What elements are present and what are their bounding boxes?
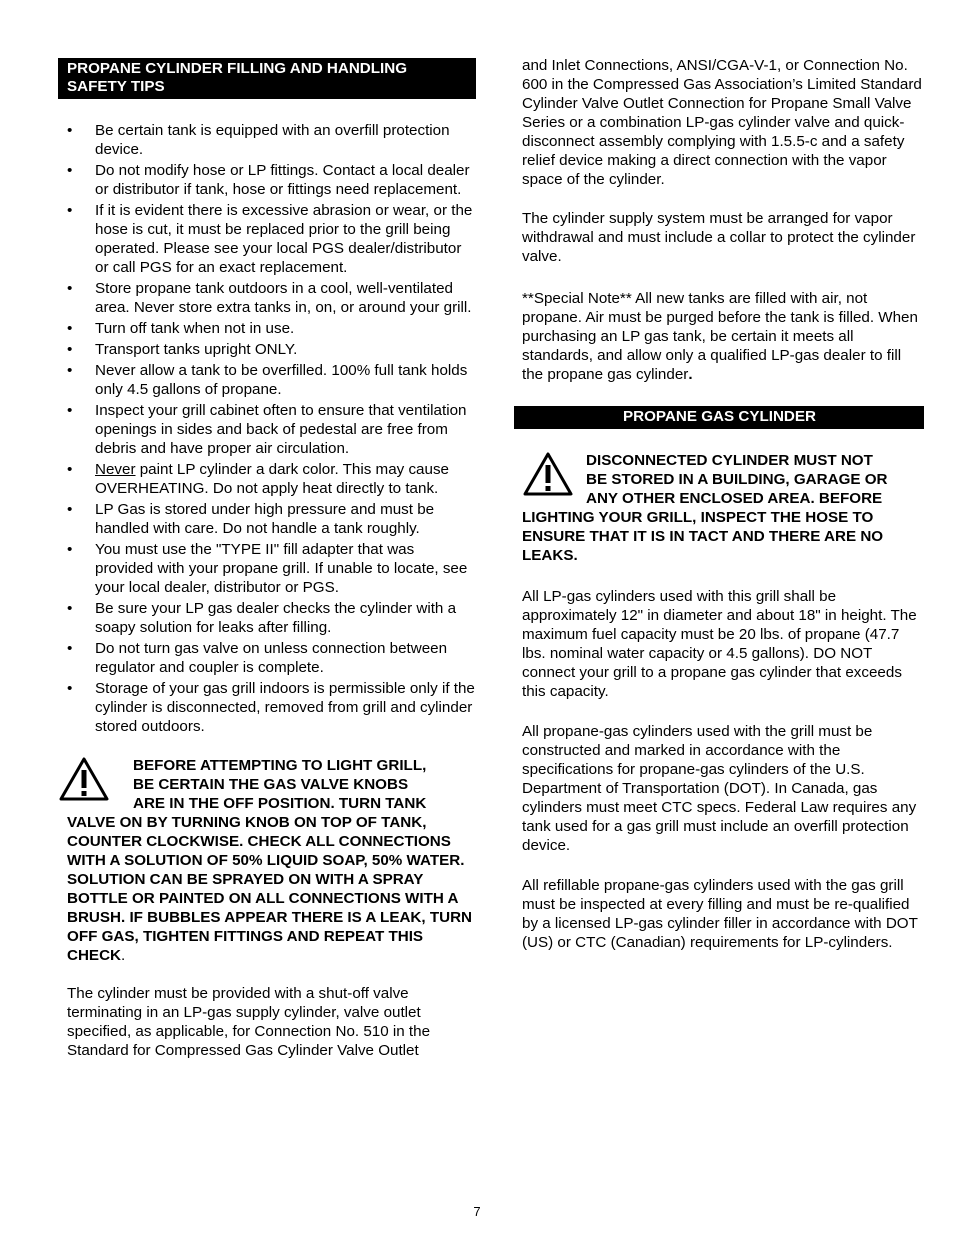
cylinder-size-paragraph: All LP-gas cylinders used with this grill shall be approximately 12" in diameter and about 18" in height. The maximum fuel capacity must be 20 lbs. of propane (47.7 lbs. nominal water capacity or 4.5 gallons). DO NOT connect your grill to a propane gas cylinder that exceeds this capacity. bbox=[522, 588, 917, 700]
safety-tips-list bbox=[58, 121, 476, 736]
storage-warning-body: LIGHTING YOUR GRILL, INSPECT THE HOSE TO ENSURE THAT IT IS IN TACT AND THERE ARE NO LEAKS. bbox=[522, 509, 884, 564]
storage-warning-line-3: ANY OTHER ENCLOSED AREA. BEFORE bbox=[586, 490, 883, 507]
safety-tip-text: You must use the "TYPE II" fill adapter that was provided with your propane grill. If unable to locate, see your local dealer, distributor or PGS. bbox=[95, 541, 468, 596]
warning-body: VALVE ON BY TURNING KNOB ON TOP OF TANK, COUNTER CLOCKWISE. CHECK ALL CONNECTIONS WITH A SOLUTION OF 50% LIQUID SOAP, 50% WATER. SOLUTION CAN BE SPRAYED ON WITH A SPRAY BOTTLE OR PAINTED ON ALL CONNECTIONS WITH A BRUSH. IF BUBBLES APPEAR THERE IS A LEAK, TURN OFF GAS, TIGHTEN FITTINGS AND REPEAT THIS CHECK bbox=[67, 814, 473, 964]
valve-paragraph: The cylinder must be provided with a shut-off valve terminating in an LP-gas supply cylinder, valve outlet specified, as applicable, for Connection No. 510 in the Standard for Compressed Gas Cylinder Valve Outlet bbox=[67, 985, 431, 1059]
safety-tip-item bbox=[58, 279, 476, 317]
safety-tip-text: Be certain tank is equipped with an overfill protection device. bbox=[95, 122, 450, 158]
safety-tip-item bbox=[58, 599, 476, 637]
safety-tip-text: Storage of your gas grill indoors is permissible only if the cylinder is disconnected, removed from grill and cylinder stored outdoors. bbox=[95, 680, 475, 735]
safety-tip-item bbox=[58, 340, 476, 359]
section-header-filling-handling: PROPANE CYLINDER FILLING AND HANDLING SAFETY TIPS bbox=[58, 58, 476, 99]
bullet-icon: • bbox=[67, 341, 73, 358]
bullet-icon: • bbox=[67, 640, 73, 657]
left-column bbox=[58, 0, 476, 1060]
bullet-icon: • bbox=[67, 362, 73, 379]
safety-tip-item bbox=[58, 540, 476, 597]
warning-line-2: BE CERTAIN THE GAS VALVE KNOBS bbox=[133, 776, 409, 793]
safety-tip-item bbox=[58, 460, 476, 498]
safety-tip-item bbox=[58, 639, 476, 677]
safety-tip-item bbox=[58, 201, 476, 277]
bullet-icon: • bbox=[67, 461, 73, 478]
safety-tip-text: Store propane tank outdoors in a cool, well-ventilated area. Never store extra tanks in, on, or around your grill. bbox=[95, 280, 472, 316]
section-header-gas-cylinder: PROPANE GAS CYLINDER bbox=[514, 406, 924, 429]
bullet-icon: • bbox=[67, 600, 73, 617]
safety-tip-item bbox=[58, 361, 476, 399]
bullet-icon: • bbox=[67, 122, 73, 139]
safety-tip-text: Inspect your grill cabinet often to ensure that ventilation openings in sides and back of pedestal are free from debris and have proper air circulation. bbox=[95, 402, 467, 457]
bullet-icon: • bbox=[67, 320, 73, 337]
warning-block-lighting bbox=[58, 756, 476, 965]
bullet-icon: • bbox=[67, 541, 73, 558]
right-column bbox=[514, 0, 924, 952]
page-number: 7 bbox=[473, 1204, 481, 1219]
safety-tip-text: LP Gas is stored under high pressure and must be handled with care. Do not handle a tank roughly. bbox=[95, 501, 435, 537]
dot-specs-paragraph: All propane-gas cylinders used with the grill must be constructed and marked in accordance with the specifications for propane-gas cylinders of the U.S. Department of Transportation (DOT). In Canada, gas cylinders must meet CTC specs. Federal Law requires any tank used for a gas grill must include an overfill protection device. bbox=[522, 723, 917, 854]
safety-tip-text: Do not turn gas valve on unless connection between regulator and coupler is complete. bbox=[95, 640, 448, 676]
special-note-period: . bbox=[688, 366, 693, 383]
safety-tip-text: Do not modify hose or LP fittings. Contact a local dealer or distributor if tank, hose or fittings need replacement. bbox=[95, 162, 470, 198]
warning-triangle-icon bbox=[58, 756, 110, 802]
emphasis-text: Never bbox=[95, 461, 136, 478]
warning-triangle-icon bbox=[522, 451, 574, 497]
safety-tip-text: paint LP cylinder a dark color. This may cause OVERHEATING. Do not apply heat directly to tank. bbox=[95, 461, 449, 497]
special-note-text: **Special Note** All new tanks are filled with air, not propane. Air must be purged before the tank is filled. When purchasing an LP gas tank, be certain it meets all standards, and allow only a qualified LP-gas dealer to fill the propane gas cylinder bbox=[522, 290, 918, 383]
storage-warning-line-1: DISCONNECTED CYLINDER MUST NOT bbox=[586, 452, 873, 469]
valve-paragraph-continued: and Inlet Connections, ANSI/CGA-V-1, or Connection No. 600 in the Compressed Gas Association’s Limited Standard Cylinder Valve Outlet Connection for Propane Small Valve Series or a combination LP-gas cylinder valve and quick-disconnect assembly complying with 1.5.5-c and a safety relief device making a direct connection with the vapor space of the cylinder. bbox=[522, 57, 922, 188]
safety-tip-item bbox=[58, 401, 476, 458]
safety-tip-item bbox=[58, 161, 476, 199]
bullet-icon: • bbox=[67, 501, 73, 518]
bullet-icon: • bbox=[67, 680, 73, 697]
safety-tip-item bbox=[58, 679, 476, 736]
safety-tip-item bbox=[58, 121, 476, 159]
storage-warning-line-2: BE STORED IN A BUILDING, GARAGE OR bbox=[586, 471, 888, 488]
safety-tip-text: Turn off tank when not in use. bbox=[95, 320, 295, 337]
warning-block-storage bbox=[514, 451, 924, 565]
safety-tip-item bbox=[58, 500, 476, 538]
safety-tip-text: Be sure your LP gas dealer checks the cylinder with a soapy solution for leaks after filling. bbox=[95, 600, 457, 636]
safety-tip-text: Never allow a tank to be overfilled. 100% full tank holds only 4.5 gallons of propane. bbox=[95, 362, 468, 398]
requalification-paragraph: All refillable propane-gas cylinders used with the gas grill must be inspected at every filling and must be re-qualified by a licensed LP-gas cylinder filler in accordance with DOT (US) or CTC (Canadian) requirements for LP-cylinders. bbox=[522, 877, 918, 951]
bullet-icon: • bbox=[67, 402, 73, 419]
special-note-paragraph bbox=[514, 289, 924, 384]
supply-system-paragraph: The cylinder supply system must be arranged for vapor withdrawal and must include a collar to protect the cylinder valve. bbox=[522, 210, 916, 265]
safety-tip-text: Transport tanks upright ONLY. bbox=[95, 341, 298, 358]
warning-period: . bbox=[121, 947, 126, 964]
bullet-icon: • bbox=[67, 280, 73, 297]
safety-tip-item bbox=[58, 319, 476, 338]
bullet-icon: • bbox=[67, 202, 73, 219]
warning-line-1: BEFORE ATTEMPTING TO LIGHT GRILL, bbox=[133, 757, 427, 774]
safety-tip-text: If it is evident there is excessive abrasion or wear, or the hose is cut, it must be replaced prior to the grill being operated. Please see your local PGS dealer/distributor or call PGS for an exact replacement. bbox=[95, 202, 473, 276]
bullet-icon: • bbox=[67, 162, 73, 179]
warning-line-3: ARE IN THE OFF POSITION. TURN TANK bbox=[133, 795, 427, 812]
